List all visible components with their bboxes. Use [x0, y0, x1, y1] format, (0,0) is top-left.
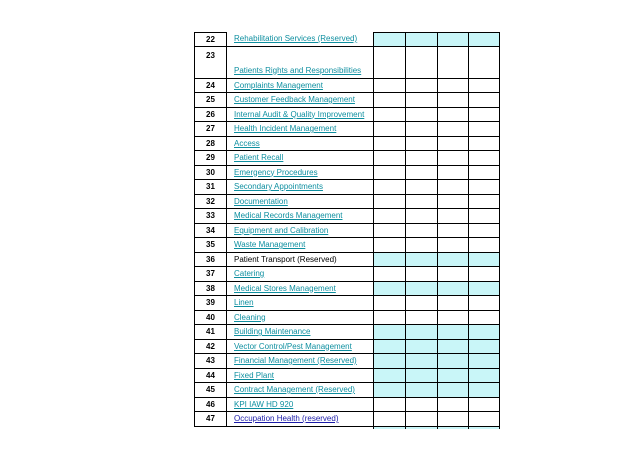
check-cell-3[interactable]: [438, 354, 469, 369]
row-description: [227, 93, 373, 108]
table-row: [194, 180, 500, 195]
row-description: [227, 32, 373, 47]
check-cell-2[interactable]: [406, 354, 438, 369]
check-cell-4[interactable]: [469, 282, 500, 297]
check-cell-3[interactable]: [438, 93, 469, 108]
row-description: [227, 369, 373, 384]
check-cell-1[interactable]: [373, 340, 406, 355]
table-row: [194, 137, 500, 152]
row-link[interactable]: Documentation: [234, 196, 288, 206]
row-link[interactable]: Linen: [234, 298, 254, 307]
check-cell-2[interactable]: [406, 108, 438, 123]
check-cell-1[interactable]: [373, 282, 406, 297]
row-description: [227, 180, 373, 195]
check-cell-4[interactable]: [469, 180, 500, 195]
check-cell-3[interactable]: [438, 383, 469, 398]
row-number: 27: [194, 122, 227, 137]
check-cell-2[interactable]: [406, 311, 438, 326]
check-cell-1[interactable]: [373, 195, 406, 210]
row-number: 25: [194, 93, 227, 108]
row-description: [227, 354, 373, 369]
check-cell-1[interactable]: [373, 108, 406, 123]
check-cell-1[interactable]: [373, 122, 406, 137]
row-link[interactable]: Health Incident Management: [234, 124, 337, 133]
check-cell-2[interactable]: [406, 412, 438, 427]
row-number: 36: [194, 253, 227, 268]
row-description: [227, 253, 373, 268]
check-cell-2[interactable]: [406, 398, 438, 413]
check-cell-4[interactable]: [469, 325, 500, 340]
table-row: [194, 354, 500, 369]
table-row: [194, 209, 500, 224]
row-number: 33: [194, 209, 227, 224]
check-cell-3[interactable]: [438, 267, 469, 282]
row-description: [227, 195, 373, 210]
check-cell-4[interactable]: [469, 108, 500, 123]
row-number: 22: [194, 32, 227, 47]
check-cell-1[interactable]: [373, 383, 406, 398]
row-link[interactable]: Internal Audit & Quality Improvement: [234, 109, 365, 119]
check-cell-1[interactable]: [373, 296, 406, 311]
row-link[interactable]: Access: [234, 138, 260, 148]
table-row: [194, 108, 500, 123]
row-link[interactable]: Contract Management (Reserved): [234, 385, 355, 394]
table-row: [194, 166, 500, 181]
row-number: 39: [194, 296, 227, 311]
row-number: 30: [194, 166, 227, 181]
check-cell-3[interactable]: [438, 369, 469, 384]
check-cell-4[interactable]: [469, 93, 500, 108]
check-cell-1[interactable]: [373, 412, 406, 427]
check-cell-3[interactable]: [438, 108, 469, 123]
check-cell-3[interactable]: [438, 311, 469, 326]
row-number: 23: [194, 47, 227, 79]
check-cell-1[interactable]: [373, 47, 406, 79]
table-row: [194, 267, 500, 282]
row-description: [227, 122, 373, 137]
check-cell-1[interactable]: [373, 151, 406, 166]
table-row: [194, 383, 500, 398]
row-description: [227, 108, 373, 123]
row-description: [227, 311, 373, 326]
check-cell-1[interactable]: [373, 180, 406, 195]
row-number: 47: [194, 412, 227, 427]
table-row: [194, 32, 500, 47]
row-description: [227, 398, 373, 413]
check-cell-4[interactable]: [469, 224, 500, 239]
row-number: 40: [194, 311, 227, 326]
check-cell-1[interactable]: [373, 93, 406, 108]
row-description: [227, 79, 373, 94]
row-link[interactable]: Patients Rights and Responsibilities: [234, 65, 362, 75]
check-cell-1[interactable]: [373, 311, 406, 326]
row-description: [227, 383, 373, 398]
check-cell-2[interactable]: [406, 195, 438, 210]
check-cell-4[interactable]: [469, 79, 500, 94]
check-cell-3[interactable]: [438, 412, 469, 427]
table-row: [194, 369, 500, 384]
row-link[interactable]: Financial Management (Reserved): [234, 356, 357, 365]
check-cell-4[interactable]: [469, 209, 500, 224]
row-link[interactable]: Cleaning: [234, 312, 266, 322]
check-cell-4[interactable]: [469, 311, 500, 326]
row-number: 29: [194, 151, 227, 166]
row-number: 37: [194, 267, 227, 282]
check-cell-1[interactable]: [373, 253, 406, 268]
row-description: [227, 224, 373, 239]
table-row: [194, 282, 500, 297]
check-cell-1[interactable]: [373, 398, 406, 413]
table-row: [194, 398, 500, 413]
row-link[interactable]: Vector Control/Pest Management: [234, 341, 352, 351]
row-description: [227, 166, 373, 181]
table-row: [194, 412, 500, 427]
row-description: [227, 151, 373, 166]
table-row-cutoff: [194, 427, 500, 429]
check-cell: [438, 427, 469, 429]
row-description: [227, 238, 373, 253]
row-link[interactable]: Patient Recall: [234, 153, 284, 162]
check-cell-2[interactable]: [406, 180, 438, 195]
row-description: [227, 209, 373, 224]
check-cell-2[interactable]: [406, 122, 438, 137]
check-cell-3[interactable]: [438, 224, 469, 239]
check-cell-4[interactable]: [469, 238, 500, 253]
row-number: 31: [194, 180, 227, 195]
row-number: 34: [194, 224, 227, 239]
check-cell-2[interactable]: [406, 369, 438, 384]
check-cell-1[interactable]: [373, 166, 406, 181]
check-cell-4[interactable]: [469, 151, 500, 166]
check-cell-1[interactable]: [373, 267, 406, 282]
check-cell-3[interactable]: [438, 79, 469, 94]
check-cell-4[interactable]: [469, 369, 500, 384]
check-cell-2[interactable]: [406, 79, 438, 94]
row-link[interactable]: Medical Stores Management: [234, 283, 336, 293]
table-row: [194, 93, 500, 108]
row-link[interactable]: Emergency Procedures: [234, 167, 318, 177]
table-row: [194, 325, 500, 340]
table-row: [194, 238, 500, 253]
check-cell-4[interactable]: [469, 340, 500, 355]
row-link[interactable]: Customer Feedback Management: [234, 95, 355, 104]
row-description: [227, 267, 373, 282]
check-cell-3[interactable]: [438, 151, 469, 166]
check-cell-2[interactable]: [406, 47, 438, 79]
table-row: [194, 296, 500, 311]
row-description: [227, 412, 373, 427]
check-cell-4[interactable]: [469, 195, 500, 210]
check-cell-2[interactable]: [406, 32, 438, 47]
row-label: Patient Transport (Reserved): [234, 254, 337, 264]
check-cell-2[interactable]: [406, 383, 438, 398]
check-cell-3[interactable]: [438, 253, 469, 268]
row-number: 28: [194, 137, 227, 152]
row-description: [227, 47, 373, 79]
check-cell-3[interactable]: [438, 238, 469, 253]
check-cell-3[interactable]: [438, 340, 469, 355]
row-link[interactable]: Secondary Appointments: [234, 182, 323, 191]
check-cell-3[interactable]: [438, 122, 469, 137]
check-cell-1[interactable]: [373, 369, 406, 384]
check-cell-2[interactable]: [406, 253, 438, 268]
check-cell-4[interactable]: [469, 267, 500, 282]
row-number: 45: [194, 383, 227, 398]
check-cell-2[interactable]: [406, 151, 438, 166]
check-cell-4[interactable]: [469, 122, 500, 137]
row-description: [227, 296, 373, 311]
check-cell-3[interactable]: [438, 137, 469, 152]
check-cell-1[interactable]: [373, 79, 406, 94]
check-cell-4[interactable]: [469, 412, 500, 427]
check-cell-4[interactable]: [469, 253, 500, 268]
row-number: 46: [194, 398, 227, 413]
check-cell-1[interactable]: [373, 224, 406, 239]
row-link[interactable]: Equipment and Calibration: [234, 225, 329, 235]
row-description: [227, 340, 373, 355]
table-row: [194, 253, 500, 268]
check-cell-2[interactable]: [406, 325, 438, 340]
table-row: [194, 47, 500, 79]
table-row: [194, 195, 500, 210]
row-link[interactable]: Medical Records Management: [234, 211, 343, 220]
row-description: [227, 282, 373, 297]
check-cell-2[interactable]: [406, 267, 438, 282]
check-cell-4[interactable]: [469, 296, 500, 311]
check-cell-3[interactable]: [438, 398, 469, 413]
check-cell: [373, 427, 406, 429]
table-row: [194, 340, 500, 355]
row-description: [227, 137, 373, 152]
check-cell-3[interactable]: [438, 180, 469, 195]
check-cell-2[interactable]: [406, 282, 438, 297]
row-number: 42: [194, 340, 227, 355]
row-number: 32: [194, 195, 227, 210]
row-number: 41: [194, 325, 227, 340]
row-link[interactable]: Catering: [234, 269, 265, 278]
check-cell-2[interactable]: [406, 93, 438, 108]
row-number: 24: [194, 79, 227, 94]
row-link[interactable]: Complaints Management: [234, 80, 323, 90]
check-cell-3[interactable]: [438, 325, 469, 340]
row-number: 44: [194, 369, 227, 384]
table-row: [194, 224, 500, 239]
row-link[interactable]: Fixed Plant: [234, 370, 275, 380]
table-row: [194, 79, 500, 94]
check-cell-1[interactable]: [373, 238, 406, 253]
check-cell-1[interactable]: [373, 325, 406, 340]
check-cell-4[interactable]: [469, 354, 500, 369]
check-cell: [469, 427, 500, 429]
check-cell-3[interactable]: [438, 296, 469, 311]
check-cell-2[interactable]: [406, 209, 438, 224]
row-number: 35: [194, 238, 227, 253]
row-link[interactable]: Building Maintenance: [234, 327, 311, 336]
check-cell-4[interactable]: [469, 398, 500, 413]
check-cell-1[interactable]: [373, 32, 406, 47]
check-cell-3[interactable]: [438, 166, 469, 181]
check-cell-2[interactable]: [406, 224, 438, 239]
check-cell-1[interactable]: [373, 354, 406, 369]
check-cell-1[interactable]: [373, 209, 406, 224]
check-cell-2[interactable]: [406, 296, 438, 311]
table-row: [194, 151, 500, 166]
check-cell-2[interactable]: [406, 166, 438, 181]
row-number: 38: [194, 282, 227, 297]
check-cell-2[interactable]: [406, 137, 438, 152]
row-link[interactable]: Rehabilitation Services (Reserved): [234, 34, 358, 43]
check-cell-4[interactable]: [469, 166, 500, 181]
table-row: [194, 122, 500, 137]
check-cell-2[interactable]: [406, 238, 438, 253]
check-cell-1[interactable]: [373, 137, 406, 152]
row-link[interactable]: Occupation Health (reserved): [234, 414, 339, 423]
row-link[interactable]: KPI IAW HD 920: [234, 399, 294, 409]
check-cell-4[interactable]: [469, 32, 500, 47]
row-number: 26: [194, 108, 227, 123]
row-number: 43: [194, 354, 227, 369]
check-cell-2[interactable]: [406, 340, 438, 355]
check-cell-3[interactable]: [438, 32, 469, 47]
check-cell-4[interactable]: [469, 383, 500, 398]
check-cell-4[interactable]: [469, 137, 500, 152]
check-cell-3[interactable]: [438, 209, 469, 224]
check-cell-3[interactable]: [438, 282, 469, 297]
table-row: [194, 311, 500, 326]
row-description: [227, 325, 373, 340]
check-cell-3[interactable]: [438, 195, 469, 210]
check-cell-4[interactable]: [469, 47, 500, 79]
check-cell-3[interactable]: [438, 47, 469, 79]
row-link[interactable]: Waste Management: [234, 240, 306, 249]
check-cell: [406, 427, 438, 429]
